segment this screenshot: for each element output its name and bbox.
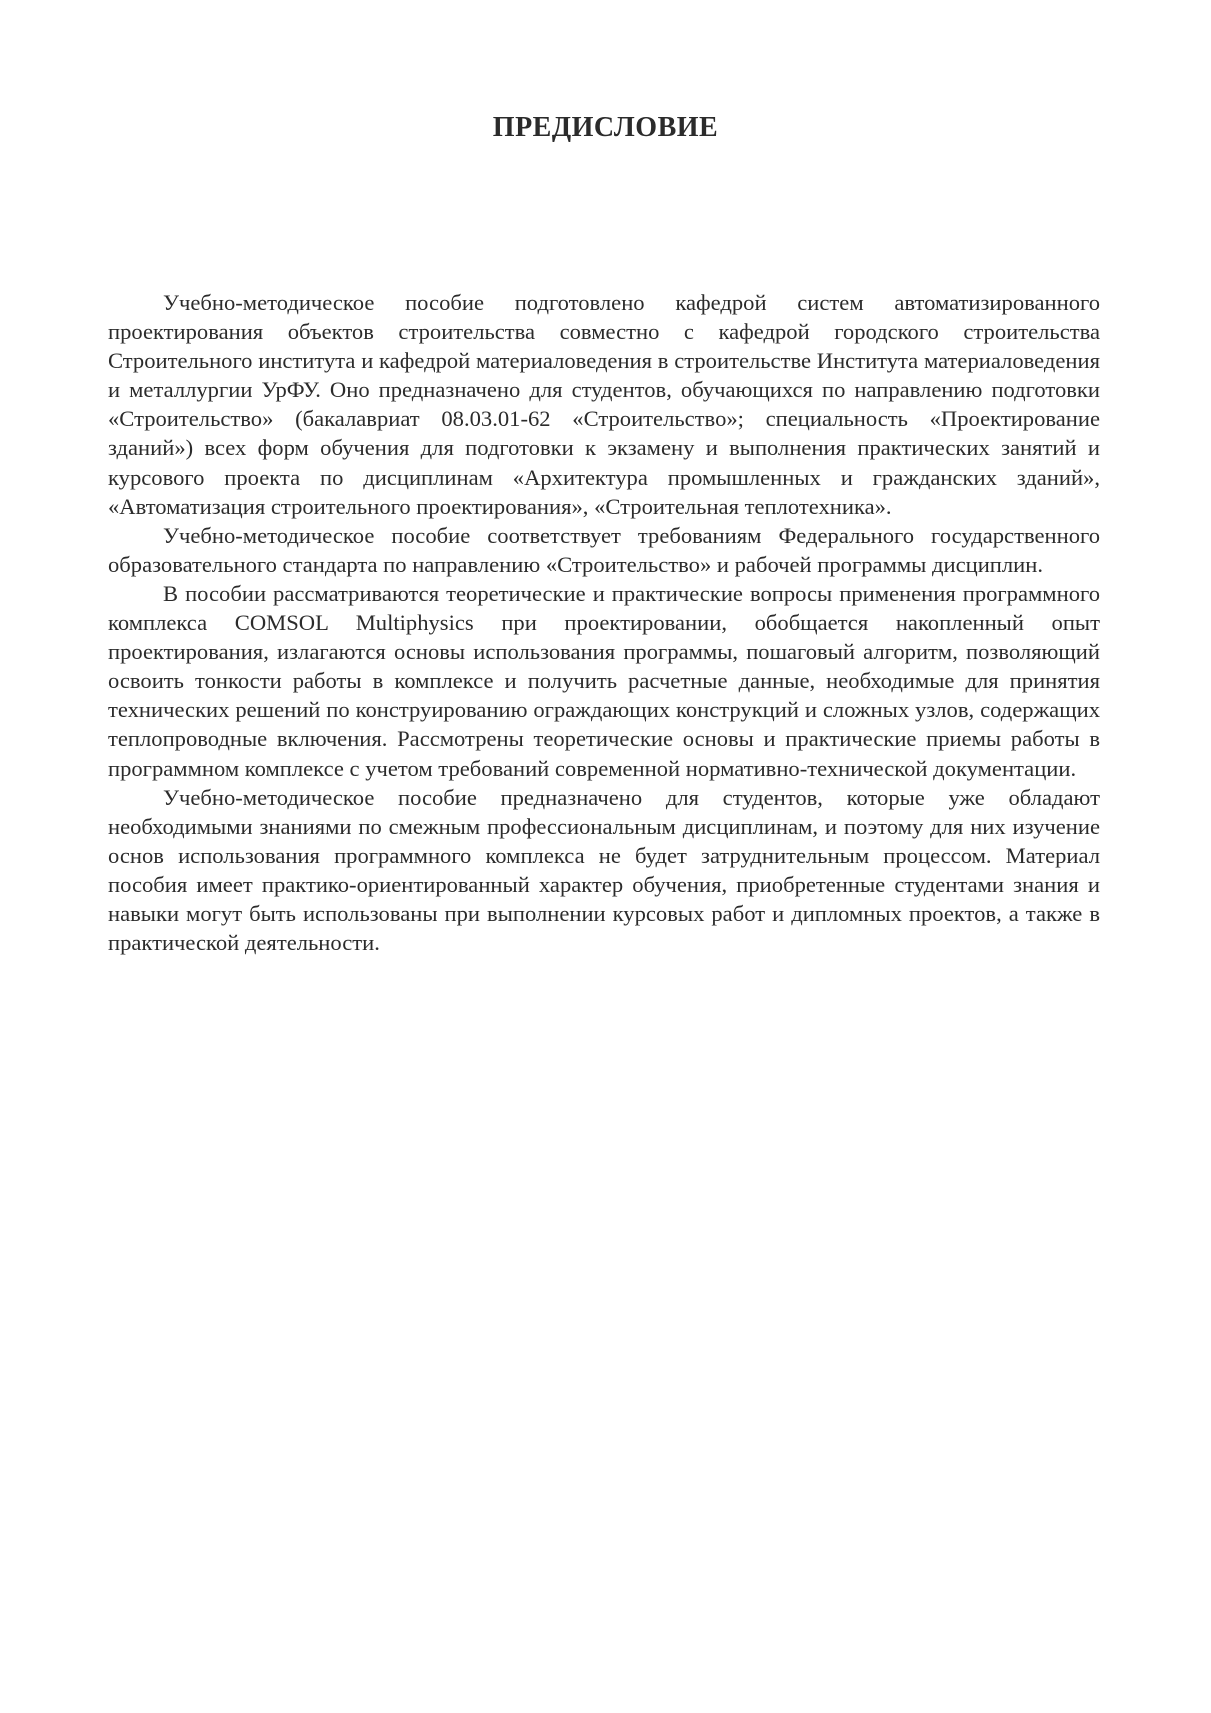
paragraph-2: Учебно-методическое пособие соответствует требованиям Федерального государственного образовательного стандарта по направлению «Строительство» и рабочей программы дисциплин. [108, 522, 1100, 577]
body-text [108, 288, 1100, 957]
paragraph-1: Учебно-методическое пособие подготовлено кафедрой систем автоматизированного проектирования объектов строительства совместно с кафедрой городского строительства Строительного института и кафедрой материаловедения в строительстве Института материаловедения и металлургии УрФУ. Оно предназначено для студентов, обучающихся по направлению подготовки «Строительство» (бакалавриат 08.03.01-62 «Строительство»; специальность «Проектирование зданий») всех форм обучения для подготовки к экзамену и выполнения практических занятий и курсового проекта по дисциплинам «Архитектура промышленных и гражданских зданий», «Автоматизация строительного проектирования», «Строительная теплотехника». [108, 290, 1100, 519]
paragraph-4: Учебно-методическое пособие предназначено для студентов, которые уже обладают необходимыми знаниями по смежным профессиональным дисциплинам, и поэтому для них изучение основ использования программного комплекса не будет затруднительным процессом. Материал пособия имеет практико-ориентированный характер обучения, приобретенные студентами знания и навыки могут быть использованы при выполнении курсовых работ и дипломных проектов, а также в практической деятельности. [108, 784, 1100, 956]
page-title: ПРЕДИСЛОВИЕ [492, 112, 719, 143]
paragraph-3: В пособии рассматриваются теоретические и практические вопросы применения программного комплекса COMSOL Multiphysics при проектировании, обобщается накопленный опыт проектирования, излагаются основы использования программы, пошаговый алгоритм, позволяющий освоить тонкости работы в комплексе и получить расчетные данные, необходимые для принятия технических решений по конструированию ограждающих конструкций и сложных узлов, содержащих теплопроводные включения. Рассмотрены теоретические основы и практические приемы работы в программном комплексе с учетом требований современной нормативно-технической документации. [108, 580, 1100, 781]
